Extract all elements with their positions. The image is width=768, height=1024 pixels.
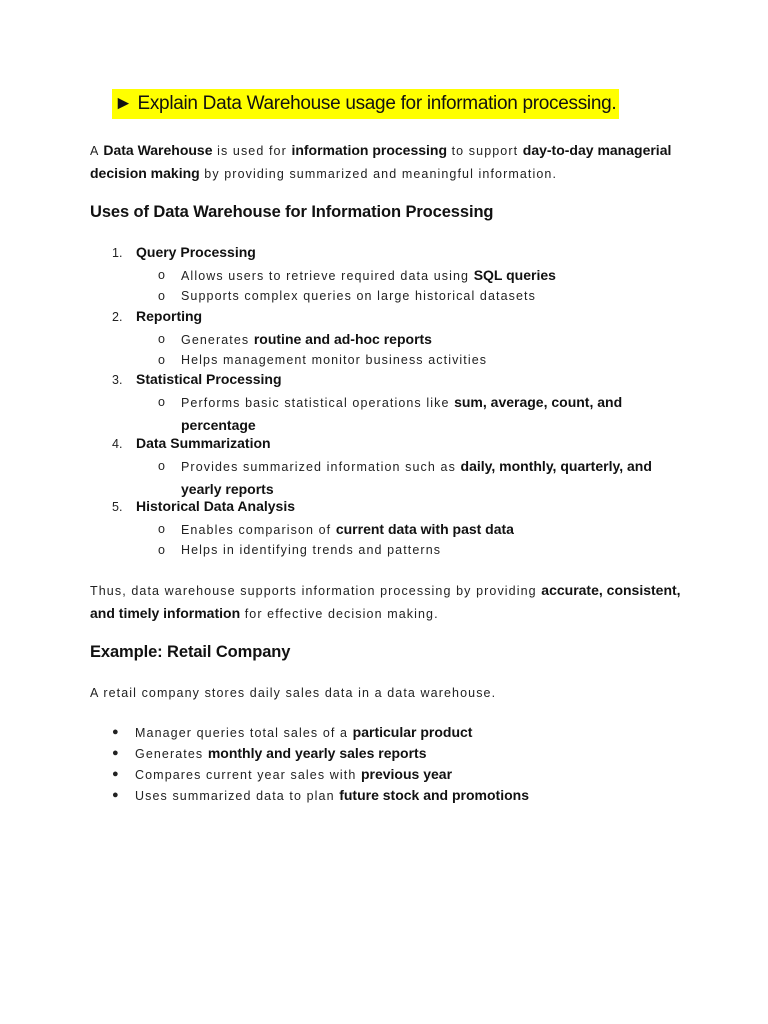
circle-bullet-icon: o — [158, 459, 165, 473]
example-text: Manager queries total sales of a — [135, 726, 353, 740]
example-bold: particular product — [352, 724, 473, 740]
circle-bullet-icon: o — [158, 289, 165, 303]
bullet-icon: ● — [112, 789, 119, 801]
intro-text: A — [90, 144, 104, 158]
use-sub-item — [158, 456, 663, 501]
bullet-icon: ● — [112, 747, 119, 759]
use-title: Query Processing — [136, 244, 256, 260]
page-title: ► Explain Data Warehouse usage for information processing. — [112, 89, 619, 119]
conclusion-text: for effective decision making. — [240, 606, 439, 621]
use-item — [112, 244, 256, 266]
intro-bold: information processing — [291, 142, 448, 158]
sub-text: Helps management monitor business activities — [181, 353, 488, 367]
sub-bold: sum, average, count, and percentage — [181, 394, 623, 433]
sub-text: Helps in identifying trends and patterns — [181, 543, 442, 557]
use-item — [112, 435, 271, 457]
example-list-item — [112, 785, 672, 808]
use-title: Data Summarization — [136, 435, 271, 451]
bullet-icon: ● — [112, 726, 119, 738]
use-sub-item — [158, 540, 678, 562]
example-text: Compares current year sales with — [135, 768, 361, 782]
sub-text: Provides summarized information such as — [181, 460, 461, 474]
use-item — [112, 498, 295, 520]
circle-bullet-icon: o — [158, 543, 165, 557]
sub-text: Generates — [181, 333, 254, 347]
conclusion-bold: accurate, consistent, and timely information — [90, 582, 681, 621]
conclusion-text: Thus, data warehouse supports information processing by providing — [90, 584, 542, 598]
circle-bullet-icon: o — [158, 268, 165, 282]
conclusion-paragraph — [90, 580, 690, 625]
use-sub-item — [158, 392, 628, 437]
example-text: Uses summarized data to plan — [135, 789, 340, 803]
example-text: Generates — [135, 747, 208, 761]
example-bold: previous year — [360, 766, 453, 782]
use-sub-item — [158, 286, 678, 308]
use-number: 1. — [112, 246, 123, 260]
intro-bold: Data Warehouse — [103, 142, 213, 158]
use-title: Statistical Processing — [136, 371, 282, 387]
sub-text: Enables comparison of — [181, 523, 336, 537]
example-heading: Example: Retail Company — [90, 643, 291, 661]
use-number: 3. — [112, 373, 123, 387]
sub-bold: SQL queries — [473, 267, 556, 283]
sub-bold: current data with past data — [335, 521, 514, 537]
bullet-icon: ● — [112, 768, 119, 780]
uses-heading: Uses of Data Warehouse for Information Processing — [90, 203, 494, 221]
use-item — [112, 371, 282, 393]
use-sub-item — [158, 519, 678, 542]
example-intro: A retail company stores daily sales data in a data warehouse. — [90, 686, 497, 700]
use-number: 5. — [112, 500, 123, 514]
circle-bullet-icon: o — [158, 353, 165, 367]
circle-bullet-icon: o — [158, 332, 165, 346]
sub-bold: routine and ad-hoc reports — [253, 331, 432, 347]
example-list-item — [112, 743, 672, 766]
intro-text: to support — [447, 144, 523, 158]
use-number: 2. — [112, 310, 123, 324]
title-block — [112, 89, 619, 119]
intro-text: is used for — [212, 144, 292, 158]
intro-paragraph — [90, 140, 690, 185]
sub-text: Supports complex queries on large historical datasets — [181, 289, 536, 303]
use-number: 4. — [112, 437, 123, 451]
use-title: Historical Data Analysis — [136, 498, 295, 514]
sub-text: Allows users to retrieve required data using — [181, 269, 474, 283]
example-list-item — [112, 764, 672, 787]
use-item — [112, 308, 202, 330]
use-sub-item — [158, 350, 678, 372]
example-bold: monthly and yearly sales reports — [207, 745, 427, 761]
use-sub-item — [158, 329, 678, 352]
example-list-item — [112, 722, 672, 745]
use-sub-item — [158, 265, 678, 288]
sub-bold: daily, monthly, quarterly, and yearly reports — [181, 458, 652, 497]
example-bold: future stock and promotions — [339, 787, 529, 803]
circle-bullet-icon: o — [158, 395, 165, 409]
circle-bullet-icon: o — [158, 522, 165, 536]
sub-text: Performs basic statistical operations like — [181, 396, 455, 410]
intro-bold: day-to-day managerial decision making — [90, 142, 672, 181]
intro-text: by providing summarized and meaningful information. — [199, 166, 558, 181]
use-title: Reporting — [136, 308, 203, 324]
